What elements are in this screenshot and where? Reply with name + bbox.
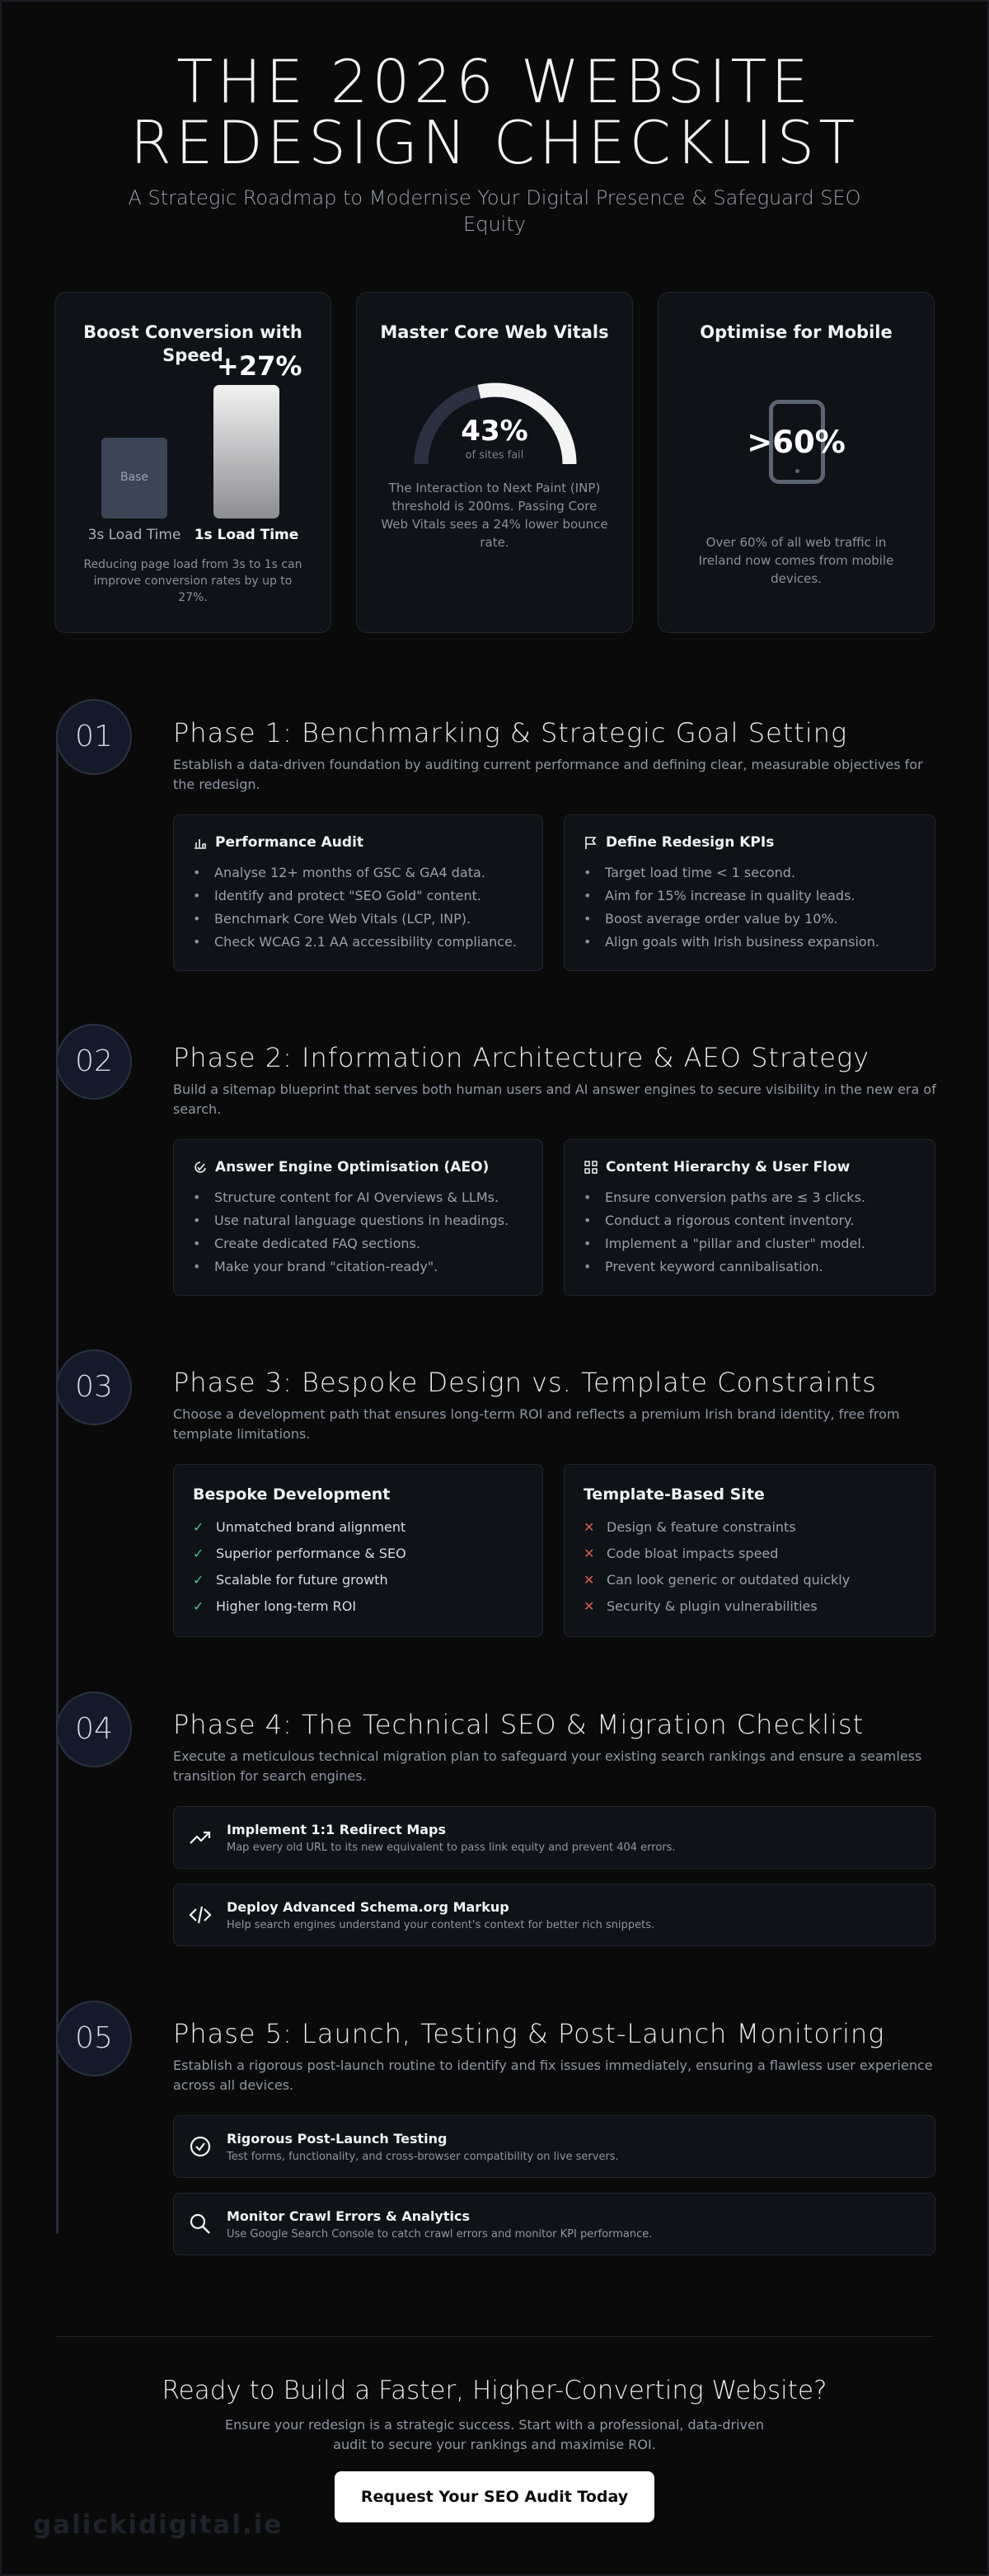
cross-icon: ✕ [584, 1598, 595, 1614]
bespoke-list [193, 1514, 406, 1620]
item-text: Superior performance & SEO [216, 1546, 406, 1561]
list-item: • Boost average order value by 10%. [584, 908, 879, 931]
trend-up-icon [188, 1825, 213, 1850]
phase-desc: Build a sitemap blueprint that serves both human users and AI answer engines to secure visibility in the new era of search. [173, 1082, 936, 1117]
page-subtitle: A Strategic Roadmap to Modernise Your Digital Presence & Safeguard SEO Equity [128, 186, 861, 236]
phase-title: Phase 4: The Technical SEO & Migration Checklist [173, 1709, 865, 1740]
code-icon [188, 1903, 213, 1927]
task-title: Implement 1:1 Redirect Maps [227, 1822, 447, 1837]
search-icon [188, 2212, 213, 2236]
task-row [173, 1884, 935, 1946]
timeline-line [56, 730, 59, 2234]
phase-desc: Establish a rigorous post-launch routine to identify and fix issues immediately, ensuring a flawless user experience across all devices. [173, 2058, 933, 2093]
list-item [193, 1567, 406, 1593]
base-bar: Base [101, 438, 167, 518]
list-item: • Prevent keyword cannibalisation. [584, 1255, 865, 1279]
phase-number: 04 [56, 1692, 132, 1767]
phase-box [173, 1139, 543, 1296]
gauge-value: 43% [461, 415, 528, 448]
list-item: • Align goals with Irish business expansion. [584, 931, 879, 954]
item-text: Unmatched brand alignment [216, 1519, 406, 1535]
title-line-1: THE 2026 WEBSITE [176, 47, 813, 116]
slow-load-label: 3s Load Time [87, 527, 181, 543]
stat-desc: Reducing page load from 3s to 1s can improve conversion rates by up to 27%. [83, 558, 302, 604]
request-audit-button[interactable]: Request Your SEO Audit Today [335, 2471, 654, 2522]
check-circle-icon [188, 2134, 213, 2159]
phase-desc: Choose a development path that ensures long-term ROI and reflects a premium Irish brand identity, free from template limitations. [173, 1406, 900, 1442]
cross-icon: ✕ [584, 1572, 595, 1588]
phase-title: Phase 1: Benchmarking & Strategic Goal Setting [173, 717, 848, 748]
box-title: Define Redesign KPIs [606, 834, 775, 851]
flag-icon [584, 835, 598, 850]
list-item: • Use natural language questions in headings. [193, 1209, 509, 1232]
cta-title: Ready to Build a Faster, Higher-Converting Website? [162, 2376, 827, 2405]
list-item: • Conduct a rigorous content inventory. [584, 1209, 865, 1232]
list-item: • Check WCAG 2.1 AA accessibility compliance. [193, 931, 517, 954]
list-item: • Analyse 12+ months of GSC & GA4 data. [193, 861, 517, 884]
page-title [0, 47, 989, 177]
task-desc: Use Google Search Console to catch crawl errors and monitor KPI performance. [227, 2228, 653, 2241]
box-title: Content Hierarchy & User Flow [606, 1159, 851, 1175]
list-item: • Create dedicated FAQ sections. [193, 1232, 509, 1255]
phase-number: 01 [56, 699, 132, 775]
phase-box [564, 814, 935, 971]
item-text: Code bloat impacts speed [607, 1546, 779, 1561]
list-item [584, 1593, 850, 1620]
check-icon: ✓ [193, 1546, 204, 1561]
list-item: • Benchmark Core Web Vitals (LCP, INP). [193, 908, 517, 931]
brand-logo: galickidigital.ie [33, 2510, 284, 2540]
list-item: • Aim for 15% increase in quality leads. [584, 884, 879, 908]
title-line-2: REDESIGN CHECKLIST [129, 108, 860, 177]
item-text: Design & feature constraints [607, 1519, 796, 1535]
phase-box [564, 1139, 935, 1296]
list-item [193, 1514, 406, 1541]
list-item [584, 1514, 850, 1541]
stat-desc: Over 60% of all web traffic in Ireland now comes from mobile devices. [698, 535, 894, 586]
box-head [193, 834, 363, 851]
stat-desc: The Interaction to Next Paint (INP) threshold is 200ms. Passing Core Web Vitals sees a 24% lower bounce rate. [381, 481, 608, 550]
list-item [193, 1593, 406, 1620]
stat-card-vitals [356, 292, 633, 633]
task-title: Rigorous Post-Launch Testing [227, 2131, 448, 2147]
phase-title: Phase 3: Bespoke Design vs. Template Constraints [173, 1367, 877, 1398]
fast-load-label: 1s Load Time [194, 527, 299, 543]
bespoke-box [173, 1464, 543, 1637]
box-list [584, 1186, 865, 1279]
stat-title: Master Core Web Vitals [380, 322, 609, 342]
task-title: Monitor Crawl Errors & Analytics [227, 2208, 470, 2224]
grid-icon [584, 1160, 598, 1175]
task-desc: Test forms, functionality, and cross-browser compatibility on live servers. [227, 2151, 619, 2163]
phase-number: 03 [56, 1349, 132, 1425]
box-title: Performance Audit [215, 834, 364, 851]
cta-desc-line: audit to secure your rankings and maximise ROI. [333, 2437, 656, 2452]
phase-desc: Establish a data-driven foundation by auditing current performance and defining clear, measurable objectives for the redesign. [173, 757, 923, 792]
list-item: • Target load time < 1 second. [584, 861, 879, 884]
stat-title: Boost Conversion with Speed [83, 322, 302, 365]
box-list [193, 1186, 509, 1279]
stat-card-speed [54, 292, 331, 633]
fast-bar [213, 385, 279, 518]
item-text: Security & plugin vulnerabilities [607, 1598, 818, 1614]
stat-card-mobile [658, 292, 935, 633]
item-text: Scalable for future growth [216, 1572, 388, 1588]
box-list [584, 861, 879, 954]
box-head [584, 1159, 850, 1175]
check-icon: ✓ [193, 1572, 204, 1588]
list-item [584, 1541, 850, 1567]
task-row [173, 2193, 935, 2255]
bar-chart-icon [193, 835, 208, 850]
phase-title: Phase 5: Launch, Testing & Post-Launch Monitoring [173, 2018, 885, 2049]
template-list [584, 1514, 850, 1620]
section-divider [56, 2336, 933, 2337]
phone-button [795, 469, 799, 473]
box-head [193, 1159, 489, 1175]
cta-desc-line: Ensure your redesign is a strategic success. Start with a professional, data-driven [225, 2417, 764, 2433]
bespoke-title: Bespoke Development [193, 1485, 391, 1504]
box-list [193, 861, 517, 954]
cross-icon: ✕ [584, 1546, 595, 1561]
list-item: • Ensure conversion paths are ≤ 3 clicks. [584, 1186, 865, 1209]
task-desc: Help search engines understand your content's context for better rich snippets. [227, 1919, 655, 1931]
list-item [584, 1567, 850, 1593]
item-text: Can look generic or outdated quickly [607, 1572, 851, 1588]
template-title: Template-Based Site [584, 1485, 765, 1504]
cta-desc [214, 2415, 775, 2455]
phase-number: 02 [56, 1024, 132, 1100]
ai-spark-icon [193, 1160, 208, 1175]
task-row [173, 2115, 935, 2178]
gauge-caption: of sites fail [465, 449, 524, 462]
box-head [584, 834, 774, 851]
list-item: • Structure content for AI Overviews & LLMs. [193, 1186, 509, 1209]
list-item: • Make your brand "citation-ready". [193, 1255, 509, 1279]
mobile-share-value: >60% [747, 425, 846, 460]
list-item: • Identify and protect "SEO Gold" content. [193, 884, 517, 908]
phase-title: Phase 2: Information Architecture & AEO Strategy [173, 1042, 870, 1073]
box-title: Answer Engine Optimisation (AEO) [215, 1159, 490, 1175]
phase-box [173, 814, 543, 971]
check-icon: ✓ [193, 1598, 204, 1614]
cross-icon: ✕ [584, 1519, 595, 1535]
phase-number: 05 [56, 2001, 132, 2076]
conversion-gain: +27% [217, 350, 302, 382]
phase-desc: Execute a meticulous technical migration plan to safeguard your existing search rankings and ensure a seamless transition for search engines. [173, 1748, 922, 1784]
task-row [173, 1806, 935, 1869]
list-item: • Implement a "pillar and cluster" model. [584, 1232, 865, 1255]
list-item [193, 1541, 406, 1567]
check-icon: ✓ [193, 1519, 204, 1535]
item-text: Higher long-term ROI [216, 1598, 357, 1614]
task-desc: Map every old URL to its new equivalent to pass link equity and prevent 404 errors. [227, 1842, 676, 1854]
task-title: Deploy Advanced Schema.org Markup [227, 1899, 509, 1915]
template-box [564, 1464, 935, 1637]
stat-title: Optimise for Mobile [700, 322, 893, 342]
